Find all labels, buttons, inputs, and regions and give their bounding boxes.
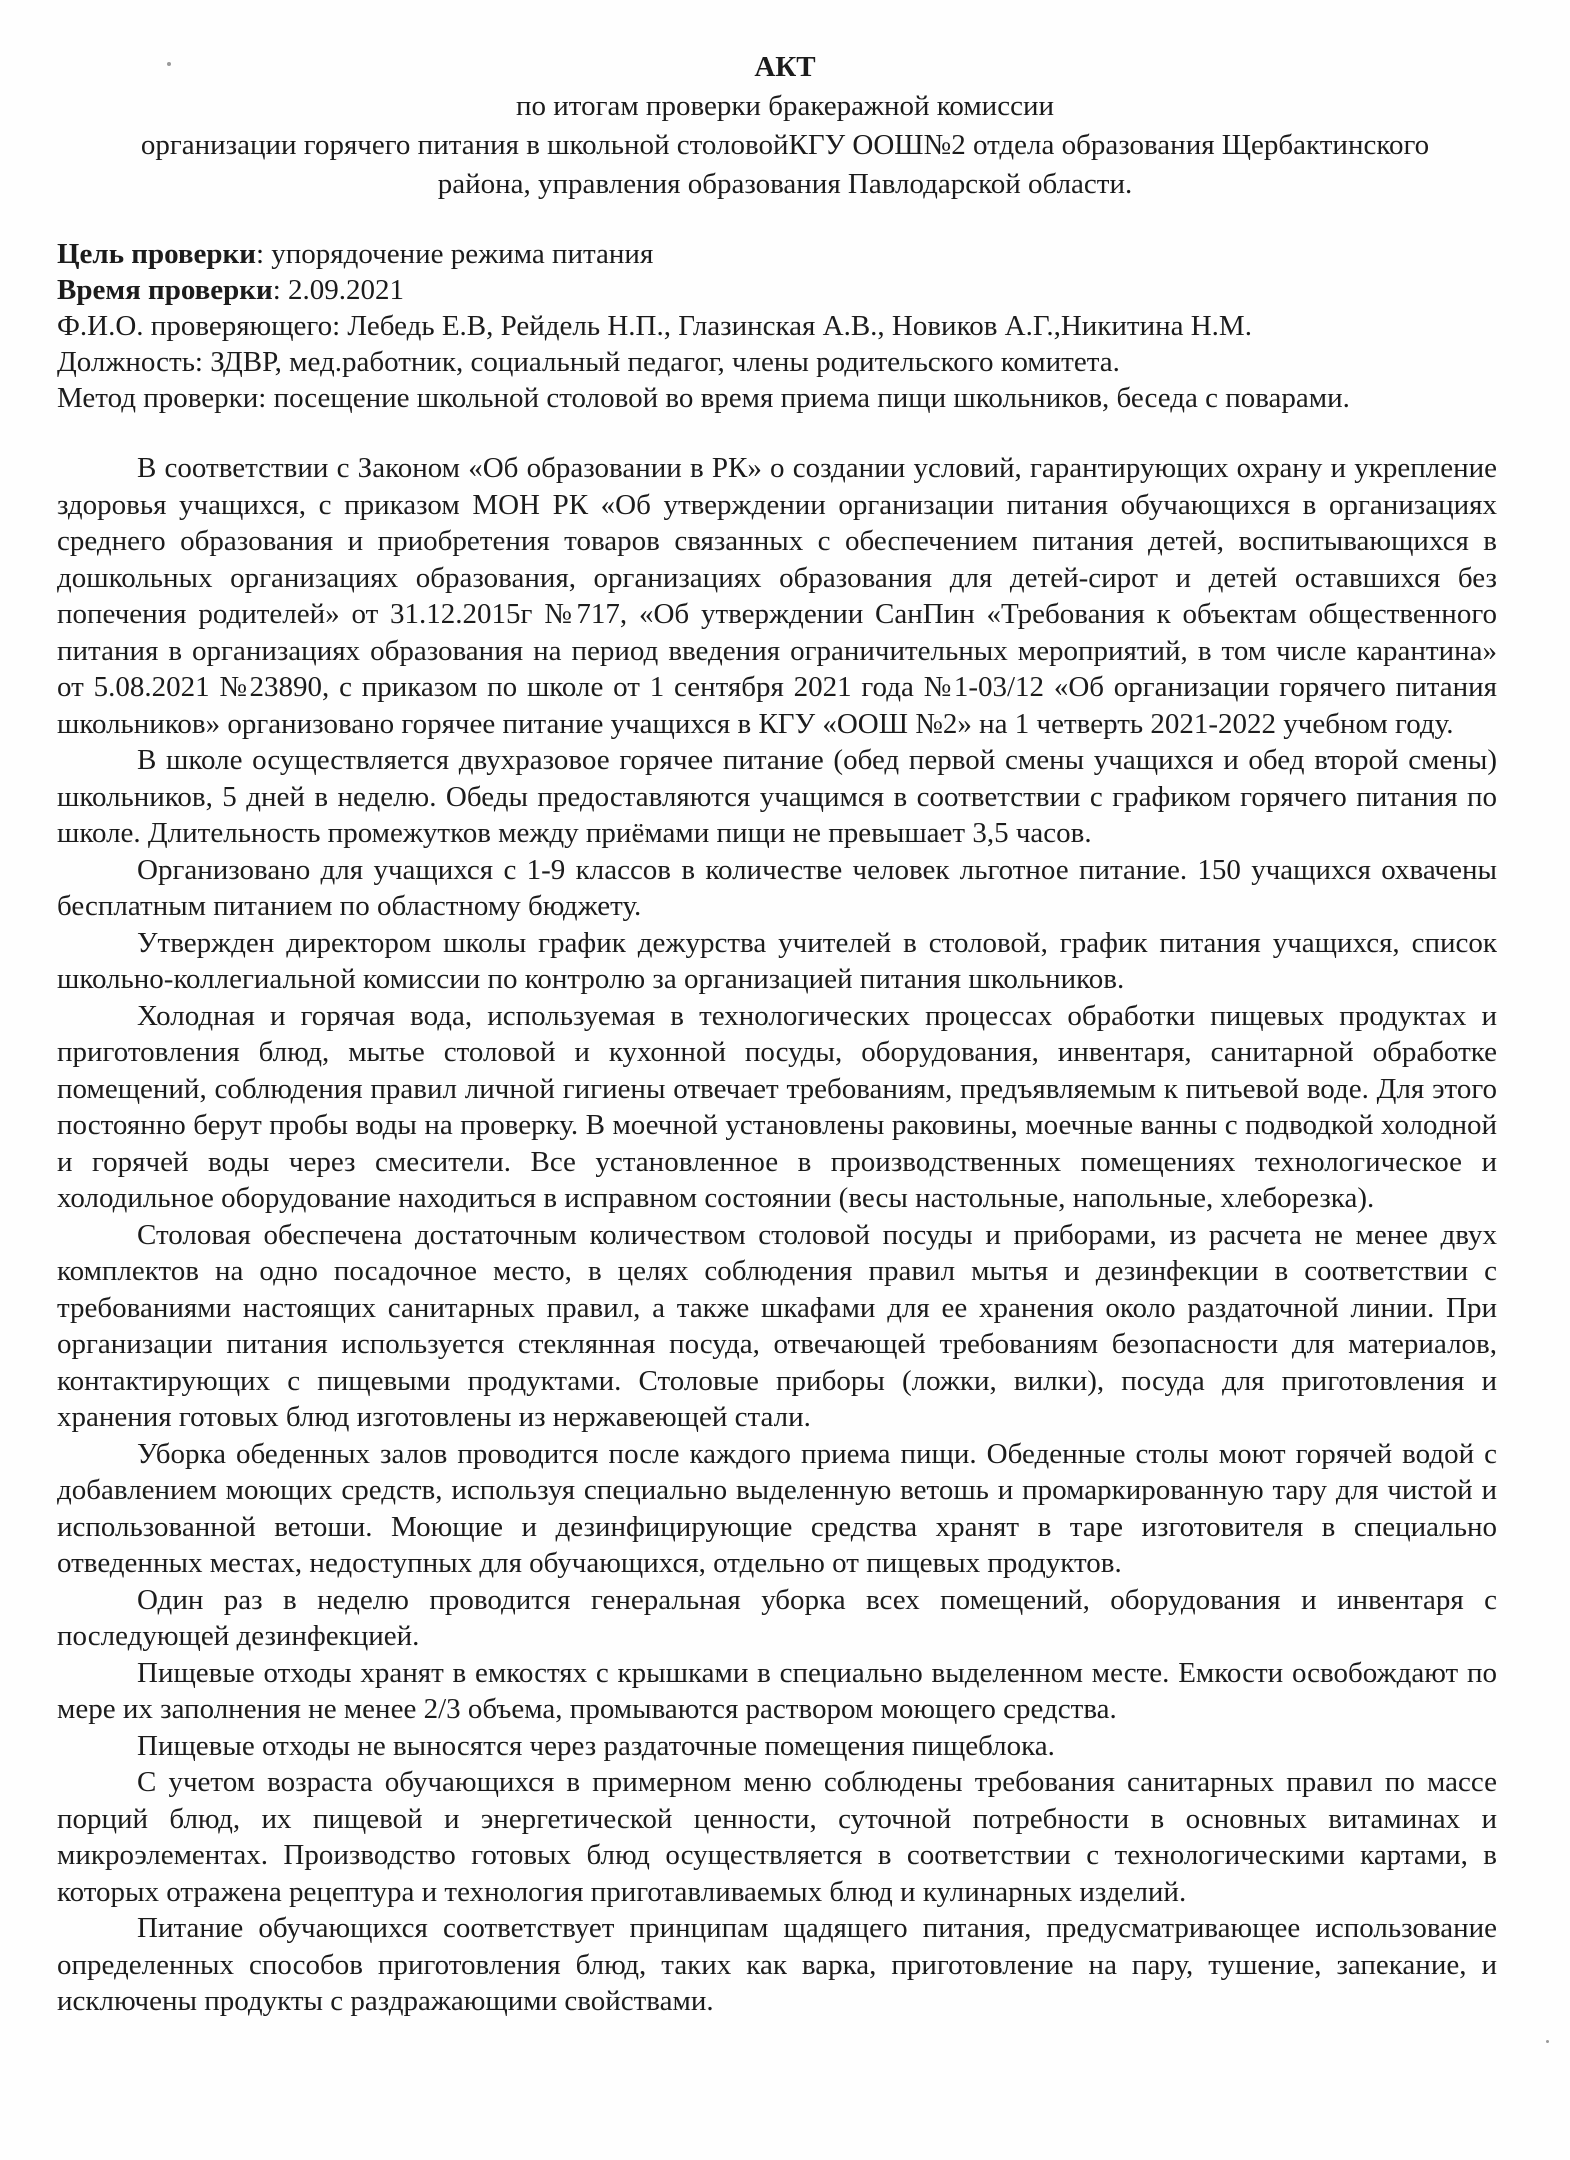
body-paragraph: Один раз в неделю проводится генеральная уборка всех помещений, оборудования и инвентаря с последующей дезинфекцией. [57,1583,1497,1652]
body-paragraph: Холодная и горячая вода, используемая в технологических процессах обработки пищевых продуктах и приготовления блюд, мытье столовой и кухонной посуды, оборудования, инвентаря, санитарной обработке помещений, соблюдения правил личной гигиены отвечает требованиям, предъявляемым к питьевой воде. Для этого постоянно берут пробы воды на проверку. В моечной установлены раковины, моечные ванны с подводкой холодной и горячей воды через смесители. Все установленное в производственных помещениях технологическое и холодильное оборудование находиться в исправном состоянии (весы настольные, напольные, хлеборезка). [57,999,1497,1214]
inspection-method: Метод проверки: посещение школьной столовой во время приема пищи школьников, беседа с поварами. [57,382,1350,414]
body-paragraph: Пищевые отходы не выносятся через раздаточные помещения пищеблока. [137,1729,1055,1762]
document-title: АКТ [754,51,816,83]
document-subtitle-line: организации горячего питания в школьной столовойКГУ ООШ№2 отдела образования Щербактинского [140,129,1430,161]
document-subtitle-line: по итогам проверки бракеражной комиссии [515,90,1054,122]
body-paragraph: В школе осуществляется двухразовое горячее питание (обед первой смены учащихся и обед второй смены) школьников, 5 дней в неделю. Обеды предоставляются учащимся в соответствии с графиком горячего питания по школе. Длительность промежутков между приёмами пищи не превышает 3,5 часов. [57,744,1497,849]
inspection-time [57,272,1527,308]
scan-speck-mark [1546,2040,1549,2043]
inspection-goal [57,236,1527,272]
document-header [40,48,1530,204]
body-paragraph: С учетом возраста обучающихся в примерном меню соблюдены требования санитарных правил по массе порций блюд, их пищевой и энергетической ценности, суточной потребности в основных витаминах и микроэлементах. Производство готовых блюд осуществляется в соответствии с технологическими картами, в которых отражена рецептура и технология приготавливаемых блюд и кулинарных изделий. [57,1766,1497,1908]
body-paragraph: Уборка обеденных залов проводится после каждого приема пищи. Обеденные столы моют горячей водой с добавлением моющих средств, используя специально выделенную ветошь и промаркированную тару для чистой и использованной ветоши. Моющие и дезинфицирующие средства хранят в таре изготовителя в специально отведенных местах, недоступных для обучающихся, отдельно от пищевых продуктов. [57,1437,1497,1579]
inspection-time-label: Время проверки [57,274,273,306]
body-paragraph: В соответствии с Законом «Об образовании в РК» о создании условий, гарантирующих охрану и укрепление здоровья учащихся, с приказом МОН РК «Об утверждении организации питания обучающихся в организациях среднего образования и приобретения товаров связанных с обеспечением питания детей, воспитывающихся в дошкольных организациях образования, организациях образования для детей-сирот и детей оставшихся без попечения родителей» от 31.12.2015г №717, «Об утверждении СанПин «Требования к объектам общественного питания в организациях образования на период введения ограничительных мероприятий, в том числе карантина» от 5.08.2021 №23890, с приказом по школе от 1 сентября 2021 года №1-03/12 «Об организации горячего питания школьников» организовано горячее питание учащихся в КГУ «ООШ №2» на 1 четверть 2021-2022 учебном году. [57,452,1497,740]
inspection-details [57,236,1527,416]
inspector-positions: Должность: ЗДВР, мед.работник, социальный педагог, члены родительского комитета. [57,346,1120,378]
document-subtitle-line: района, управления образования Павлодарской области. [437,168,1133,200]
inspection-goal-label: Цель проверки [57,238,256,270]
inspection-goal-value: : упорядочение режима питания [255,238,654,270]
body-paragraph: Питание обучающихся соответствует принципам щадящего питания, предусматривающее использование определенных способов приготовления блюд, таких как варка, приготовление на пару, тушение, запекание, и исключены продукты с раздражающими свойствами. [57,1912,1497,2017]
body-paragraph: Пищевые отходы хранят в емкостях с крышками в специально выделенном месте. Емкости освобождают по мере их заполнения не менее 2/3 объема, промываются раствором моющего средства. [57,1656,1497,1725]
body-paragraph: Организовано для учащихся с 1-9 классов в количестве человек льготное питание. 150 учащихся охвачены бесплатным питанием по областному бюджету. [57,853,1497,922]
document-body [57,450,1497,2020]
body-paragraph: Столовая обеспечена достаточным количеством столовой посуды и приборами, из расчета не менее двух комплектов на одно посадочное место, в целях соблюдения правил мытья и дезинфекции в соответствии с требованиями настоящих санитарных правил, а также шкафами для ее хранения около раздаточной линии. При организации питания используется стеклянная посуда, отвечающей требованиям безопасности для материалов, контактирующих с пищевыми продуктами. Столовые приборы (ложки, вилки), посуда для приготовления и хранения готовых блюд изготовлены из нержавеющей стали. [57,1218,1497,1433]
body-paragraph: Утвержден директором школы график дежурства учителей в столовой, график питания учащихся, список школьно-коллегиальной комиссии по контролю за организацией питания школьников. [57,926,1497,995]
inspector-names: Ф.И.О. проверяющего: Лебедь Е.В, Рейдель Н.П., Глазинская А.В., Новиков А.Г.,Никитина Н.М. [57,310,1252,342]
inspection-time-value: : 2.09.2021 [272,274,405,306]
